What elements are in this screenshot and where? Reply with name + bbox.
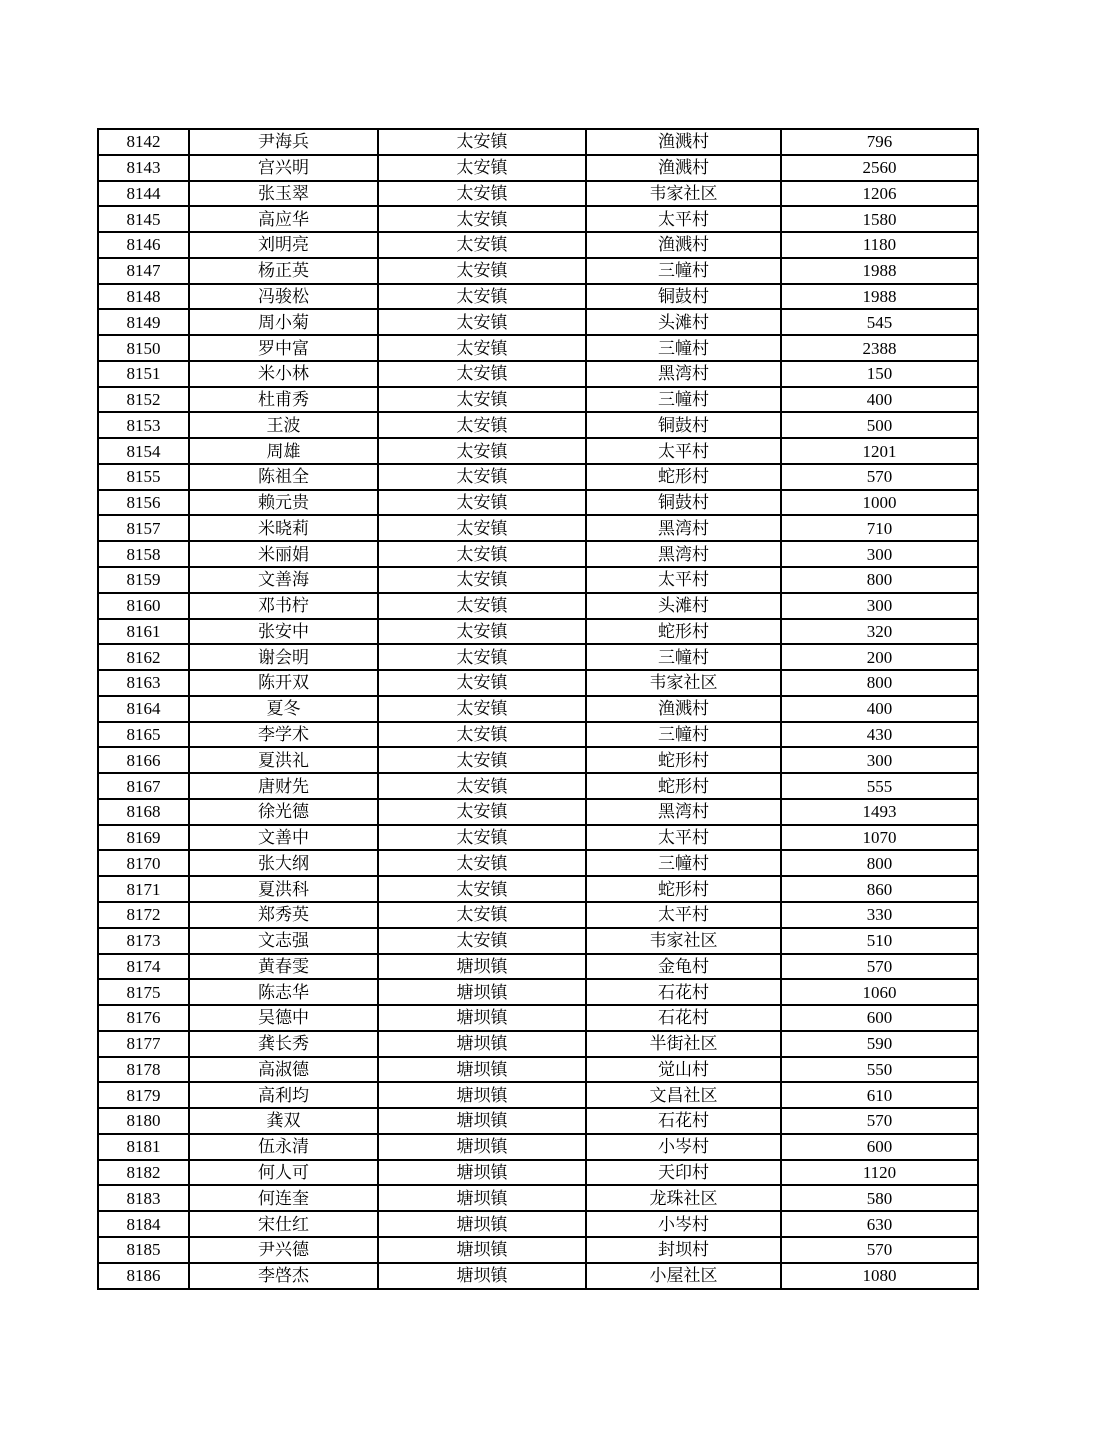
table-cell-name: 高利均 bbox=[189, 1082, 378, 1108]
table-cell-id: 8151 bbox=[98, 361, 189, 387]
table-cell-village: 渔溅村 bbox=[586, 129, 781, 155]
table-cell-amount: 545 bbox=[781, 309, 978, 335]
table-cell-amount: 430 bbox=[781, 722, 978, 748]
table-cell-town: 太安镇 bbox=[378, 876, 586, 902]
table-cell-town: 塘坝镇 bbox=[378, 1211, 586, 1237]
table-cell-id: 8155 bbox=[98, 464, 189, 490]
table-row bbox=[98, 928, 978, 954]
table-cell-id: 8175 bbox=[98, 979, 189, 1005]
table-cell-village: 太平村 bbox=[586, 438, 781, 464]
table-row bbox=[98, 722, 978, 748]
table-cell-village: 黑湾村 bbox=[586, 799, 781, 825]
table-cell-village: 蛇形村 bbox=[586, 876, 781, 902]
table-cell-name: 张大纲 bbox=[189, 850, 378, 876]
table-cell-id: 8163 bbox=[98, 670, 189, 696]
table-row bbox=[98, 1211, 978, 1237]
roster-table bbox=[97, 128, 979, 1290]
table-cell-amount: 570 bbox=[781, 954, 978, 980]
table-cell-town: 太安镇 bbox=[378, 258, 586, 284]
table-row bbox=[98, 1005, 978, 1031]
table-cell-id: 8181 bbox=[98, 1134, 189, 1160]
table-cell-town: 太安镇 bbox=[378, 541, 586, 567]
table-cell-id: 8186 bbox=[98, 1263, 189, 1289]
table-cell-name: 徐光德 bbox=[189, 799, 378, 825]
table-cell-amount: 555 bbox=[781, 773, 978, 799]
table-cell-town: 太安镇 bbox=[378, 284, 586, 310]
table-row bbox=[98, 593, 978, 619]
table-cell-id: 8179 bbox=[98, 1082, 189, 1108]
table-cell-village: 太平村 bbox=[586, 825, 781, 851]
table-cell-id: 8180 bbox=[98, 1108, 189, 1134]
table-cell-id: 8147 bbox=[98, 258, 189, 284]
table-row bbox=[98, 464, 978, 490]
table-cell-amount: 550 bbox=[781, 1057, 978, 1083]
table-cell-name: 宋仕红 bbox=[189, 1211, 378, 1237]
table-cell-name: 龚长秀 bbox=[189, 1031, 378, 1057]
table-cell-id: 8182 bbox=[98, 1160, 189, 1186]
table-cell-village: 蛇形村 bbox=[586, 773, 781, 799]
table-cell-town: 太安镇 bbox=[378, 206, 586, 232]
table-cell-village: 三幢村 bbox=[586, 722, 781, 748]
table-cell-town: 太安镇 bbox=[378, 747, 586, 773]
table-cell-name: 杨正英 bbox=[189, 258, 378, 284]
table-cell-name: 张玉翠 bbox=[189, 181, 378, 207]
table-cell-village: 铜鼓村 bbox=[586, 412, 781, 438]
table-row bbox=[98, 670, 978, 696]
table-cell-name: 吴德中 bbox=[189, 1005, 378, 1031]
table-cell-town: 太安镇 bbox=[378, 619, 586, 645]
table-row bbox=[98, 747, 978, 773]
table-row bbox=[98, 181, 978, 207]
table-cell-name: 李学术 bbox=[189, 722, 378, 748]
table-cell-amount: 1000 bbox=[781, 490, 978, 516]
table-cell-amount: 860 bbox=[781, 876, 978, 902]
table-cell-name: 张安中 bbox=[189, 619, 378, 645]
table-cell-amount: 1080 bbox=[781, 1263, 978, 1289]
table-cell-name: 龚双 bbox=[189, 1108, 378, 1134]
table-cell-name: 文善中 bbox=[189, 825, 378, 851]
table-cell-town: 太安镇 bbox=[378, 387, 586, 413]
table-row bbox=[98, 361, 978, 387]
table-cell-town: 太安镇 bbox=[378, 232, 586, 258]
table-row bbox=[98, 619, 978, 645]
table-cell-amount: 300 bbox=[781, 593, 978, 619]
table-row bbox=[98, 206, 978, 232]
table-cell-town: 太安镇 bbox=[378, 773, 586, 799]
table-cell-town: 太安镇 bbox=[378, 928, 586, 954]
table-cell-name: 唐财先 bbox=[189, 773, 378, 799]
table-cell-id: 8170 bbox=[98, 850, 189, 876]
table-cell-amount: 630 bbox=[781, 1211, 978, 1237]
table-cell-village: 铜鼓村 bbox=[586, 490, 781, 516]
table-cell-village: 石花村 bbox=[586, 1108, 781, 1134]
table-cell-name: 刘明亮 bbox=[189, 232, 378, 258]
table-cell-town: 太安镇 bbox=[378, 644, 586, 670]
table-cell-town: 太安镇 bbox=[378, 902, 586, 928]
table-row bbox=[98, 850, 978, 876]
table-cell-amount: 200 bbox=[781, 644, 978, 670]
table-cell-amount: 610 bbox=[781, 1082, 978, 1108]
table-cell-village: 小岑村 bbox=[586, 1211, 781, 1237]
table-cell-village: 渔溅村 bbox=[586, 155, 781, 181]
table-cell-town: 太安镇 bbox=[378, 799, 586, 825]
table-row bbox=[98, 232, 978, 258]
table-cell-town: 太安镇 bbox=[378, 850, 586, 876]
table-cell-village: 三幢村 bbox=[586, 644, 781, 670]
table-cell-village: 三幢村 bbox=[586, 387, 781, 413]
table-cell-name: 尹海兵 bbox=[189, 129, 378, 155]
table-cell-name: 冯骏松 bbox=[189, 284, 378, 310]
table-cell-name: 米小林 bbox=[189, 361, 378, 387]
table-cell-name: 邓书柠 bbox=[189, 593, 378, 619]
table-cell-village: 渔溅村 bbox=[586, 696, 781, 722]
table-cell-name: 陈志华 bbox=[189, 979, 378, 1005]
table-row bbox=[98, 438, 978, 464]
table-cell-name: 何人可 bbox=[189, 1160, 378, 1186]
table-row bbox=[98, 541, 978, 567]
table-row bbox=[98, 335, 978, 361]
table-cell-id: 8169 bbox=[98, 825, 189, 851]
table-cell-name: 周小菊 bbox=[189, 309, 378, 335]
table-cell-amount: 800 bbox=[781, 670, 978, 696]
table-cell-amount: 400 bbox=[781, 387, 978, 413]
table-cell-amount: 1988 bbox=[781, 284, 978, 310]
table-cell-id: 8183 bbox=[98, 1185, 189, 1211]
table-cell-id: 8168 bbox=[98, 799, 189, 825]
table-row bbox=[98, 902, 978, 928]
table-cell-id: 8177 bbox=[98, 1031, 189, 1057]
table-cell-town: 太安镇 bbox=[378, 670, 586, 696]
table-cell-village: 三幢村 bbox=[586, 850, 781, 876]
table-cell-town: 塘坝镇 bbox=[378, 979, 586, 1005]
table-body bbox=[98, 129, 978, 1289]
table-cell-name: 夏洪礼 bbox=[189, 747, 378, 773]
table-cell-name: 周雄 bbox=[189, 438, 378, 464]
table-cell-town: 塘坝镇 bbox=[378, 1057, 586, 1083]
table-cell-village: 头滩村 bbox=[586, 309, 781, 335]
table-row bbox=[98, 876, 978, 902]
table-cell-amount: 800 bbox=[781, 850, 978, 876]
table-cell-id: 8176 bbox=[98, 1005, 189, 1031]
table-cell-name: 米丽娟 bbox=[189, 541, 378, 567]
table-cell-village: 韦家社区 bbox=[586, 670, 781, 696]
table-cell-name: 夏冬 bbox=[189, 696, 378, 722]
table-cell-town: 塘坝镇 bbox=[378, 954, 586, 980]
table-cell-name: 尹兴德 bbox=[189, 1237, 378, 1263]
table-cell-town: 太安镇 bbox=[378, 722, 586, 748]
table-cell-town: 塘坝镇 bbox=[378, 1082, 586, 1108]
table-cell-village: 铜鼓村 bbox=[586, 284, 781, 310]
table-cell-village: 文昌社区 bbox=[586, 1082, 781, 1108]
table-cell-amount: 800 bbox=[781, 567, 978, 593]
table-cell-village: 小屋社区 bbox=[586, 1263, 781, 1289]
table-cell-name: 高淑德 bbox=[189, 1057, 378, 1083]
table-row bbox=[98, 1185, 978, 1211]
table-row bbox=[98, 1134, 978, 1160]
table-cell-town: 太安镇 bbox=[378, 593, 586, 619]
table-cell-name: 陈开双 bbox=[189, 670, 378, 696]
table-cell-town: 塘坝镇 bbox=[378, 1185, 586, 1211]
table-cell-village: 黑湾村 bbox=[586, 541, 781, 567]
table-cell-id: 8153 bbox=[98, 412, 189, 438]
table-cell-village: 金龟村 bbox=[586, 954, 781, 980]
table-cell-amount: 1206 bbox=[781, 181, 978, 207]
table-cell-village: 头滩村 bbox=[586, 593, 781, 619]
table-cell-village: 蛇形村 bbox=[586, 619, 781, 645]
table-cell-town: 塘坝镇 bbox=[378, 1134, 586, 1160]
table-row bbox=[98, 412, 978, 438]
table-cell-name: 罗中富 bbox=[189, 335, 378, 361]
table-cell-name: 赖元贵 bbox=[189, 490, 378, 516]
table-cell-id: 8171 bbox=[98, 876, 189, 902]
table-cell-amount: 2388 bbox=[781, 335, 978, 361]
table-cell-id: 8152 bbox=[98, 387, 189, 413]
table-cell-id: 8156 bbox=[98, 490, 189, 516]
table-cell-village: 渔溅村 bbox=[586, 232, 781, 258]
table-cell-amount: 320 bbox=[781, 619, 978, 645]
table-cell-id: 8150 bbox=[98, 335, 189, 361]
table-cell-town: 塘坝镇 bbox=[378, 1237, 586, 1263]
table-cell-id: 8158 bbox=[98, 541, 189, 567]
table-cell-village: 龙珠社区 bbox=[586, 1185, 781, 1211]
table-cell-town: 太安镇 bbox=[378, 129, 586, 155]
table-row bbox=[98, 258, 978, 284]
table-cell-id: 8143 bbox=[98, 155, 189, 181]
table-cell-name: 文善海 bbox=[189, 567, 378, 593]
table-cell-id: 8161 bbox=[98, 619, 189, 645]
table-cell-name: 文志强 bbox=[189, 928, 378, 954]
table-row bbox=[98, 129, 978, 155]
table-row bbox=[98, 954, 978, 980]
table-cell-id: 8146 bbox=[98, 232, 189, 258]
table-row bbox=[98, 1031, 978, 1057]
table-cell-name: 伍永清 bbox=[189, 1134, 378, 1160]
table-row bbox=[98, 696, 978, 722]
table-cell-id: 8185 bbox=[98, 1237, 189, 1263]
table-cell-town: 太安镇 bbox=[378, 696, 586, 722]
table-row bbox=[98, 490, 978, 516]
table-cell-town: 塘坝镇 bbox=[378, 1031, 586, 1057]
table-cell-amount: 150 bbox=[781, 361, 978, 387]
table-cell-name: 郑秀英 bbox=[189, 902, 378, 928]
table-cell-village: 石花村 bbox=[586, 979, 781, 1005]
table-cell-town: 太安镇 bbox=[378, 181, 586, 207]
table-cell-amount: 1120 bbox=[781, 1160, 978, 1186]
table-cell-village: 太平村 bbox=[586, 206, 781, 232]
table-row bbox=[98, 644, 978, 670]
table-cell-name: 宫兴明 bbox=[189, 155, 378, 181]
table-row bbox=[98, 155, 978, 181]
table-cell-id: 8159 bbox=[98, 567, 189, 593]
table-cell-village: 蛇形村 bbox=[586, 464, 781, 490]
table-cell-village: 太平村 bbox=[586, 567, 781, 593]
table-row bbox=[98, 284, 978, 310]
table-cell-id: 8148 bbox=[98, 284, 189, 310]
table-cell-town: 塘坝镇 bbox=[378, 1005, 586, 1031]
table-cell-id: 8145 bbox=[98, 206, 189, 232]
table-cell-village: 小岑村 bbox=[586, 1134, 781, 1160]
table-cell-village: 黑湾村 bbox=[586, 361, 781, 387]
table-cell-village: 半街社区 bbox=[586, 1031, 781, 1057]
table-cell-id: 8167 bbox=[98, 773, 189, 799]
table-cell-town: 太安镇 bbox=[378, 412, 586, 438]
table-cell-town: 太安镇 bbox=[378, 361, 586, 387]
table-cell-amount: 1988 bbox=[781, 258, 978, 284]
table-cell-name: 杜甫秀 bbox=[189, 387, 378, 413]
table-cell-id: 8166 bbox=[98, 747, 189, 773]
table-cell-village: 蛇形村 bbox=[586, 747, 781, 773]
table-cell-name: 何连奎 bbox=[189, 1185, 378, 1211]
table-cell-amount: 510 bbox=[781, 928, 978, 954]
table-cell-town: 太安镇 bbox=[378, 309, 586, 335]
table-cell-id: 8144 bbox=[98, 181, 189, 207]
table-cell-amount: 1070 bbox=[781, 825, 978, 851]
table-cell-town: 太安镇 bbox=[378, 490, 586, 516]
table-cell-amount: 796 bbox=[781, 129, 978, 155]
table-cell-village: 三幢村 bbox=[586, 335, 781, 361]
table-cell-id: 8164 bbox=[98, 696, 189, 722]
table-row bbox=[98, 1237, 978, 1263]
table-cell-name: 李啓杰 bbox=[189, 1263, 378, 1289]
table-cell-village: 封坝村 bbox=[586, 1237, 781, 1263]
table-cell-town: 塘坝镇 bbox=[378, 1160, 586, 1186]
table-cell-amount: 1180 bbox=[781, 232, 978, 258]
table-cell-amount: 300 bbox=[781, 747, 978, 773]
table-cell-amount: 1060 bbox=[781, 979, 978, 1005]
table-cell-id: 8154 bbox=[98, 438, 189, 464]
table-cell-town: 太安镇 bbox=[378, 335, 586, 361]
table-row bbox=[98, 387, 978, 413]
table-row bbox=[98, 515, 978, 541]
table-cell-amount: 600 bbox=[781, 1134, 978, 1160]
table-cell-amount: 500 bbox=[781, 412, 978, 438]
table-cell-name: 王波 bbox=[189, 412, 378, 438]
table-cell-amount: 600 bbox=[781, 1005, 978, 1031]
table-cell-id: 8178 bbox=[98, 1057, 189, 1083]
table-cell-name: 陈祖全 bbox=[189, 464, 378, 490]
table-cell-id: 8184 bbox=[98, 1211, 189, 1237]
table-cell-amount: 580 bbox=[781, 1185, 978, 1211]
table-cell-village: 韦家社区 bbox=[586, 181, 781, 207]
table-cell-id: 8173 bbox=[98, 928, 189, 954]
table-row bbox=[98, 1108, 978, 1134]
table-cell-town: 太安镇 bbox=[378, 464, 586, 490]
table-cell-amount: 1580 bbox=[781, 206, 978, 232]
table-cell-village: 石花村 bbox=[586, 1005, 781, 1031]
table-cell-amount: 330 bbox=[781, 902, 978, 928]
table-cell-village: 太平村 bbox=[586, 902, 781, 928]
table-cell-town: 塘坝镇 bbox=[378, 1263, 586, 1289]
table-cell-amount: 1493 bbox=[781, 799, 978, 825]
table-cell-amount: 400 bbox=[781, 696, 978, 722]
table-cell-town: 太安镇 bbox=[378, 567, 586, 593]
table-cell-amount: 300 bbox=[781, 541, 978, 567]
table-cell-village: 天印村 bbox=[586, 1160, 781, 1186]
table-row bbox=[98, 567, 978, 593]
table-cell-name: 黄春雯 bbox=[189, 954, 378, 980]
table-row bbox=[98, 1263, 978, 1289]
table-cell-village: 觉山村 bbox=[586, 1057, 781, 1083]
table-cell-amount: 570 bbox=[781, 1108, 978, 1134]
table-row bbox=[98, 825, 978, 851]
table-cell-id: 8160 bbox=[98, 593, 189, 619]
table-cell-amount: 590 bbox=[781, 1031, 978, 1057]
table-cell-town: 太安镇 bbox=[378, 825, 586, 851]
table-cell-id: 8174 bbox=[98, 954, 189, 980]
table-cell-name: 米晓莉 bbox=[189, 515, 378, 541]
table-cell-id: 8165 bbox=[98, 722, 189, 748]
table-cell-town: 太安镇 bbox=[378, 438, 586, 464]
table-row bbox=[98, 773, 978, 799]
table-cell-town: 塘坝镇 bbox=[378, 1108, 586, 1134]
table-cell-id: 8149 bbox=[98, 309, 189, 335]
table-cell-town: 太安镇 bbox=[378, 155, 586, 181]
table-cell-name: 高应华 bbox=[189, 206, 378, 232]
table-cell-amount: 570 bbox=[781, 1237, 978, 1263]
table-cell-id: 8142 bbox=[98, 129, 189, 155]
table-cell-id: 8157 bbox=[98, 515, 189, 541]
table-row bbox=[98, 799, 978, 825]
table-cell-name: 夏洪科 bbox=[189, 876, 378, 902]
table-row bbox=[98, 1057, 978, 1083]
table-cell-id: 8172 bbox=[98, 902, 189, 928]
table-cell-village: 三幢村 bbox=[586, 258, 781, 284]
table-cell-town: 太安镇 bbox=[378, 515, 586, 541]
table-cell-name: 谢会明 bbox=[189, 644, 378, 670]
table-row bbox=[98, 1160, 978, 1186]
table-cell-village: 黑湾村 bbox=[586, 515, 781, 541]
table-cell-amount: 1201 bbox=[781, 438, 978, 464]
table-cell-village: 韦家社区 bbox=[586, 928, 781, 954]
table-row bbox=[98, 309, 978, 335]
table-row bbox=[98, 979, 978, 1005]
table-cell-amount: 710 bbox=[781, 515, 978, 541]
table-cell-amount: 570 bbox=[781, 464, 978, 490]
table-cell-id: 8162 bbox=[98, 644, 189, 670]
table-row bbox=[98, 1082, 978, 1108]
table-cell-amount: 2560 bbox=[781, 155, 978, 181]
